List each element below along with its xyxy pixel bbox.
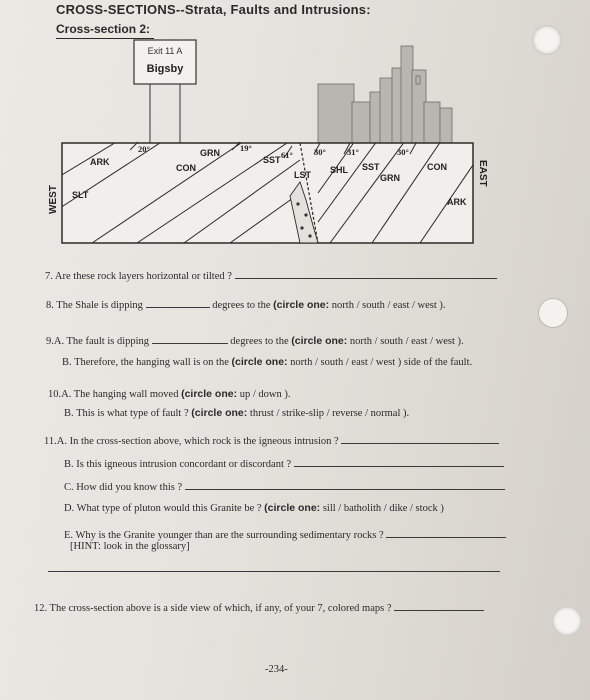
direction-choices-9a[interactable]: north / south / east / west ). (349, 336, 464, 347)
question-9a: 9.A. The fault is dipping degrees to the (circle one: north / south / east / west ). (46, 335, 464, 347)
label-east: EAST (477, 160, 488, 187)
question-7: 7. Are these rock layers horizontal or tilted ? (45, 268, 497, 282)
label-con-left: CON (176, 163, 196, 173)
answer-11b-blank[interactable] (294, 456, 504, 467)
highway-sign (134, 40, 196, 152)
label-con-right: CON (427, 162, 447, 172)
label-shl: SHL (330, 165, 348, 175)
question-10b: B. This is what type of fault ? (circle one: thrust / strike-slip / reverse / normal ). (64, 407, 410, 419)
label-slt: SLT (72, 190, 89, 200)
direction-choices-9b[interactable]: north / south / east / west ) side of the fault. (290, 357, 473, 368)
section-subtitle: Cross-section 2: (56, 22, 151, 36)
city-skyline (318, 46, 452, 146)
label-west: WEST (48, 185, 59, 214)
sign-line-1: Exit 11 A (147, 46, 183, 56)
answer-11a-blank[interactable] (341, 433, 499, 444)
question-11c: C. How did you know this ? (64, 479, 505, 493)
question-12: 12. The cross-section above is a side view of which, if any, of your 7, colored maps ? (34, 600, 484, 614)
page-number: -234- (265, 664, 288, 675)
label-ark-right: ARK (447, 197, 467, 207)
motion-choices-10a[interactable]: up / down ). (239, 389, 291, 400)
binder-hole-middle (538, 298, 568, 328)
dip-30a: 30° (314, 147, 326, 157)
question-11e: E. Why is the Granite younger than are the surrounding sedimentary rocks ? (64, 527, 506, 541)
question-11e-hint: [HINT: look in the glossary] (70, 541, 190, 552)
label-grn-right: GRN (380, 173, 400, 183)
label-grn-top: GRN (200, 148, 220, 158)
answer-9a-blank[interactable] (152, 333, 228, 344)
sign-line-2: Bigsby (146, 63, 184, 75)
question-10a: 10.A. The hanging wall moved (circle one: up / down ). (48, 388, 291, 400)
direction-choices-8[interactable]: north / south / east / west ). (331, 300, 446, 311)
dip-61: 61° (281, 150, 293, 160)
answer-8-blank[interactable] (146, 297, 210, 308)
question-8: 8. The Shale is dipping degrees to the (circle one: north / south / east / west ). (46, 299, 446, 311)
dip-20: 20° (138, 144, 150, 154)
pluton-choices[interactable]: sill / batholith / dike / stock ) (322, 503, 444, 514)
answer-7-blank[interactable] (235, 268, 497, 279)
label-sst-right: SST (362, 162, 380, 172)
binder-hole-top (532, 25, 562, 55)
page-title: CROSS-SECTIONS--Strata, Faults and Intrusions: (56, 2, 371, 17)
binder-hole-bottom (552, 606, 582, 636)
dip-19: 19° (240, 143, 252, 153)
label-sst-left: SST (263, 155, 281, 165)
label-lst: LST (294, 170, 311, 180)
label-ark-left: ARK (90, 157, 110, 167)
question-11a: 11.A. In the cross-section above, which rock is the igneous intrusion ? (44, 433, 499, 447)
dip-31: 31° (347, 147, 359, 157)
fault-type-choices[interactable]: thrust / strike-slip / reverse / normal ). (249, 408, 410, 419)
answer-12-blank[interactable] (394, 600, 484, 611)
question-11b: B. Is this igneous intrusion concordant or discordant ? (64, 456, 504, 470)
answer-11c-blank[interactable] (185, 479, 505, 490)
cross-section-diagram (0, 0, 590, 260)
question-11d: D. What type of pluton would this Granite be ? (circle one: sill / batholith / dike / stock ) (64, 502, 444, 514)
question-9b: B. Therefore, the hanging wall is on the (circle one: north / south / east / west ) side of the fault. (62, 356, 473, 368)
answer-11e-blank[interactable] (386, 527, 506, 538)
dip-30b: 30° (397, 147, 409, 157)
answer-11e-line[interactable] (48, 571, 500, 572)
